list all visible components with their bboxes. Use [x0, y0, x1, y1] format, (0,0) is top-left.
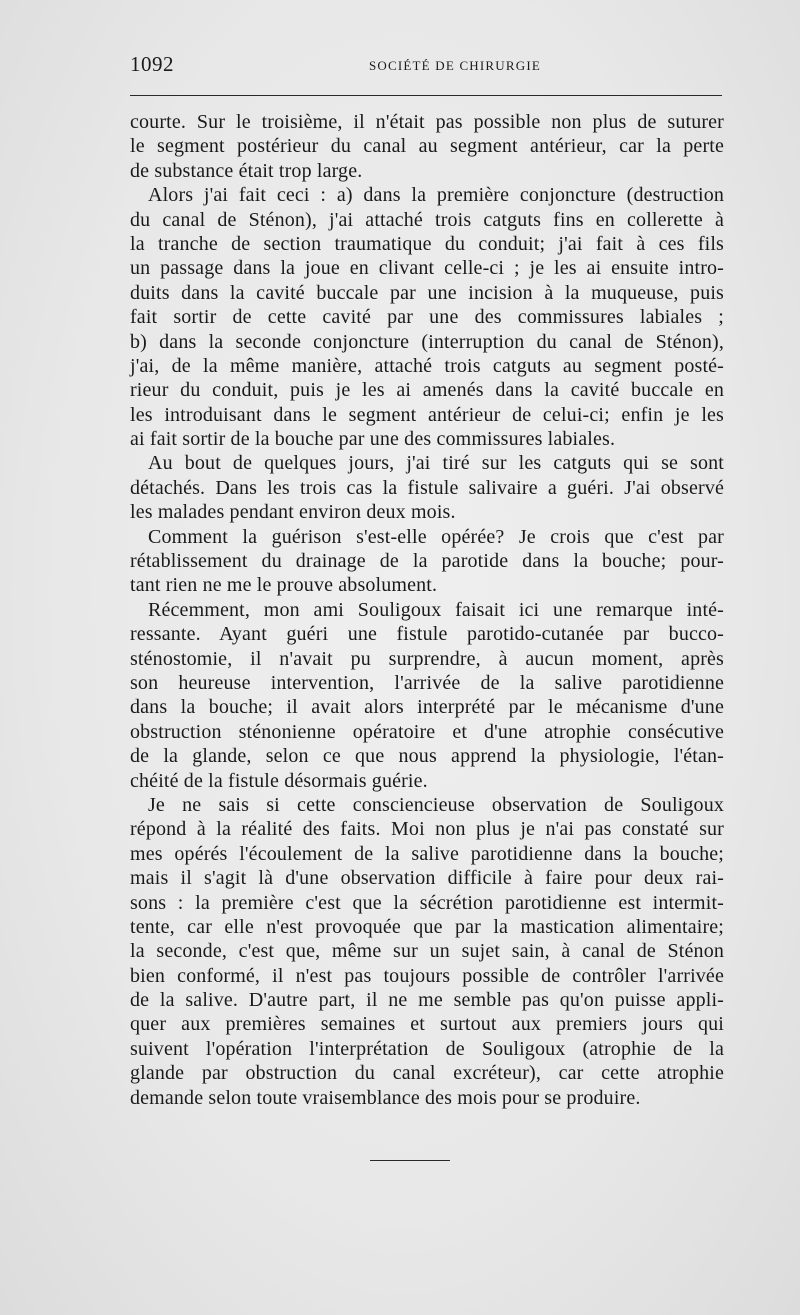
body-text: [130, 110, 724, 1110]
text-line: sténostomie, il n'avait pu surprendre, à aucun moment, après: [130, 647, 724, 670]
text-line: Je ne sais si cette consciencieuse observation de Souligoux: [148, 793, 724, 816]
text-line: suivent l'opération l'interprétation de Souligoux (atrophie de la: [130, 1037, 724, 1060]
text-line: de la glande, selon ce que nous apprend la physiologie, l'étan-: [130, 745, 724, 768]
text-line: tant rien ne me le prouve absolument.: [130, 574, 438, 597]
text-line: Alors j'ai fait ceci : a) dans la première conjoncture (destruction: [148, 184, 724, 207]
text-line: du canal de Sténon), j'ai attaché trois catguts fins en collerette à: [130, 208, 724, 231]
running-title: SOCIÉTÉ DE CHIRURGIE: [368, 58, 542, 73]
text-line: mes opérés l'écoulement de la salive parotidienne dans la bouche;: [130, 842, 724, 865]
text-line: duits dans la cavité buccale par une incision à la muqueuse, puis: [130, 281, 724, 304]
text-line: chéité de la fistule désormais guérie.: [130, 769, 428, 792]
text-line: demande selon toute vraisemblance des mois pour se produire.: [130, 1086, 641, 1109]
text-line: les malades pendant environ deux mois.: [130, 501, 456, 524]
text-line: répond à la réalité des faits. Moi non plus je n'ai pas constaté sur: [130, 818, 724, 841]
text-line: dans la bouche; il avait alors interprété par le mécanisme d'une: [130, 696, 724, 719]
end-rule: [370, 1160, 450, 1161]
text-line: courte. Sur le troisième, il n'était pas possible non plus de suturer: [130, 111, 724, 133]
text-line: de substance était trop large.: [130, 159, 363, 182]
text-line: la tranche de section traumatique du conduit; j'ai fait à ces fils: [130, 232, 724, 255]
text-line: ressante. Ayant guéri une fistule parotido-cutanée par bucco-: [130, 623, 724, 646]
text-line: bien conformé, il n'est pas toujours possible de contrôler l'arrivée: [130, 964, 724, 987]
text-line: sons : la première c'est que la sécrétion parotidienne est intermit-: [130, 891, 724, 914]
text-line: mais il s'agit là d'une observation difficile à faire pour deux rai-: [130, 867, 724, 890]
text-line: j'ai, de la même manière, attaché trois catguts au segment posté-: [130, 354, 724, 377]
text-line: ai fait sortir de la bouche par une des commissures labiales.: [130, 428, 616, 451]
text-line: rieur du conduit, puis je les ai amenés dans la cavité buccale en: [130, 379, 724, 402]
text-line: tente, car elle n'est provoquée que par la mastication alimentaire;: [130, 915, 724, 938]
text-line: son heureuse intervention, l'arrivée de la salive parotidienne: [130, 671, 724, 694]
text-line: b) dans la seconde conjoncture (interruption du canal de Sténon),: [130, 330, 724, 353]
page-number: 1092: [130, 52, 174, 76]
text-line: Au bout de quelques jours, j'ai tiré sur les catguts qui se sont: [148, 452, 724, 475]
header-rule: [130, 95, 722, 96]
page-header: [130, 52, 725, 80]
text-line: la seconde, c'est que, même sur un sujet sain, à canal de Sténon: [130, 940, 724, 963]
text-line: Comment la guérison s'est-elle opérée? Je crois que c'est par: [148, 525, 724, 548]
text-line: le segment postérieur du canal au segment antérieur, car la perte: [130, 135, 724, 158]
text-line: un passage dans la joue en clivant celle-ci ; je les ai ensuite intro-: [130, 257, 724, 280]
text-line: glande par obstruction du canal excréteur), car cette atrophie: [130, 1062, 724, 1085]
text-line: de la salive. D'autre part, il ne me semble pas qu'on puisse appli-: [130, 989, 724, 1012]
text-line: Récemment, mon ami Souligoux faisait ici une remarque inté-: [148, 598, 724, 621]
text-line: les introduisant dans le segment antérieur de celui-ci; enfin je les: [130, 403, 724, 426]
text-line: fait sortir de cette cavité par une des commissures labiales ;: [130, 306, 724, 329]
text-line: quer aux premières semaines et surtout aux premiers jours qui: [130, 1013, 724, 1036]
text-line: rétablissement du drainage de la parotide dans la bouche; pour-: [130, 550, 724, 573]
text-line: obstruction sténonienne opératoire et d'une atrophie consécutive: [130, 720, 724, 743]
text-line: détachés. Dans les trois cas la fistule salivaire a guéri. J'ai observé: [130, 476, 724, 499]
